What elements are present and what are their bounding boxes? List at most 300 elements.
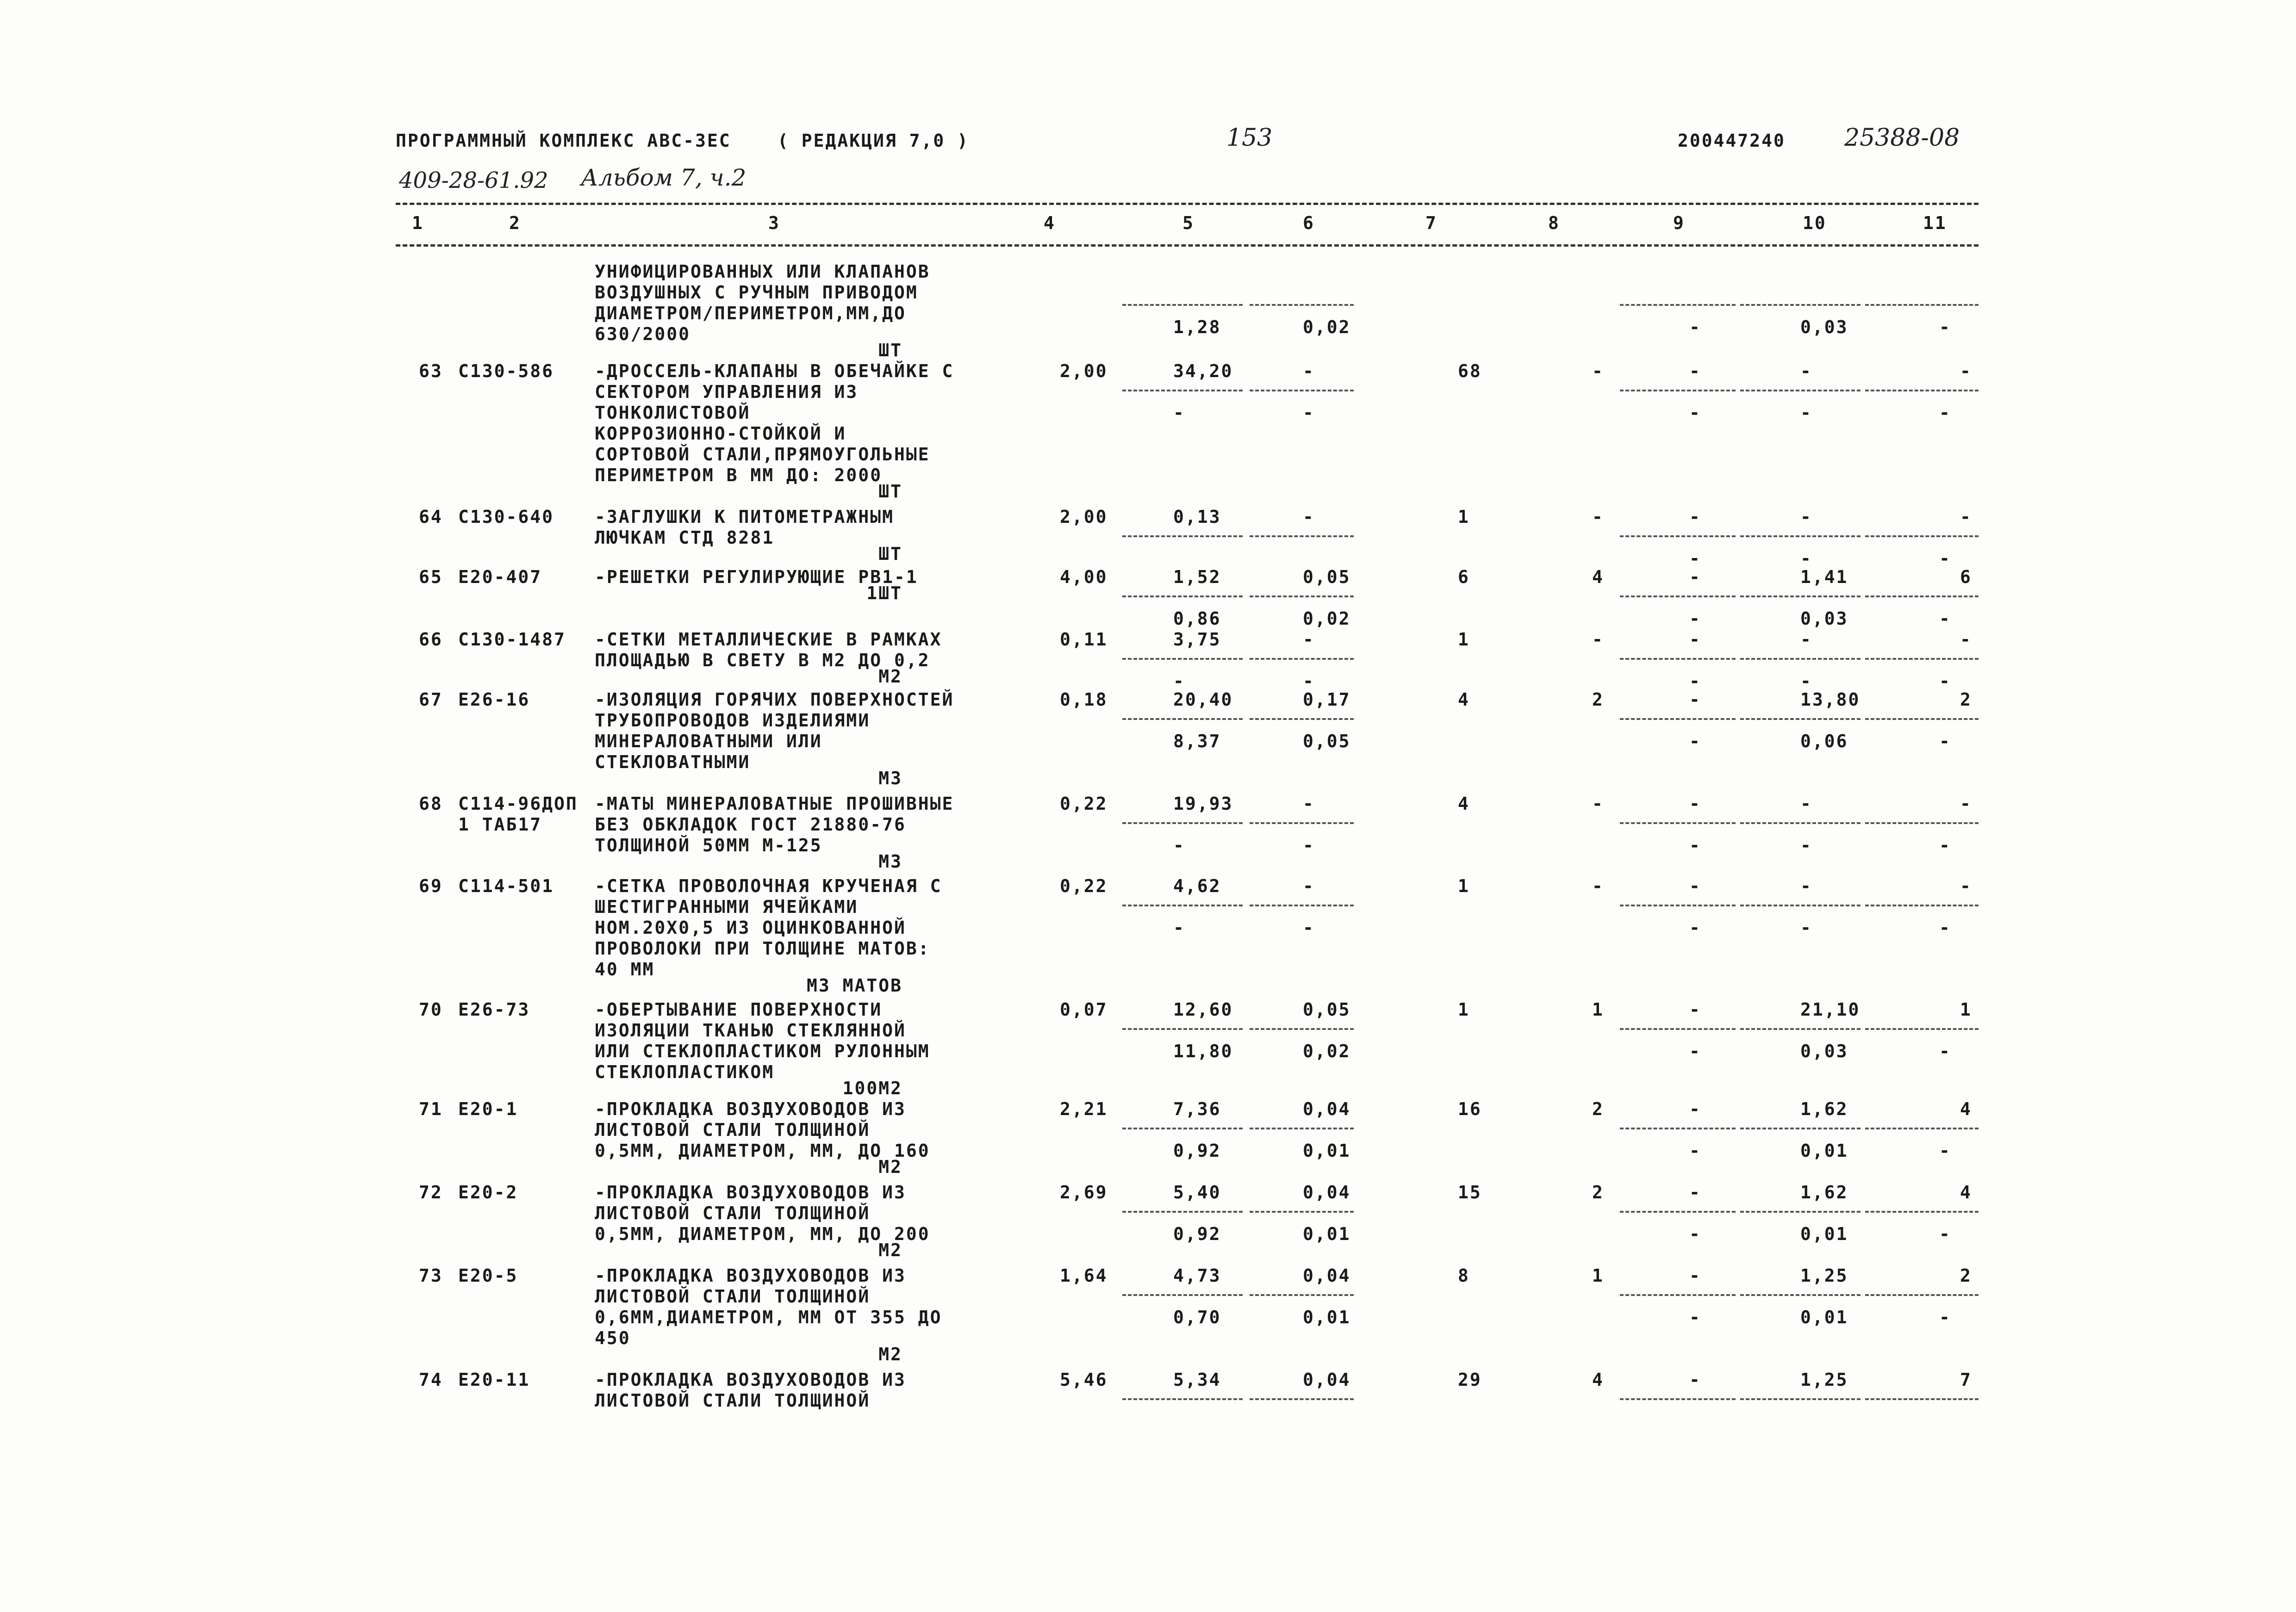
cell-col11-lower: - (1939, 317, 1951, 337)
value-separator (1865, 658, 1979, 660)
row-number: 74 (419, 1370, 443, 1390)
row-number: 68 (419, 794, 443, 814)
value-separator (1620, 658, 1736, 660)
cell-col11-upper: - (1960, 876, 1972, 896)
cell-col4: 5,46 (1060, 1370, 1108, 1390)
row-number: 70 (419, 999, 443, 1020)
cell-col8: 2 (1592, 1099, 1604, 1119)
row-unit: ШТ (878, 340, 902, 360)
cell-col9-lower: - (1689, 317, 1701, 337)
cell-col6-lower: 0,02 (1303, 608, 1351, 629)
column-header-9: 9 (1673, 213, 1685, 233)
cell-col11-upper: 2 (1960, 1265, 1972, 1286)
value-separator (1865, 390, 1979, 391)
value-separator (1122, 595, 1243, 597)
row-description: ДИАМЕТРОМ/ПЕРИМЕТРОМ,ММ,ДО (595, 303, 906, 323)
cell-col7: 1 (1458, 999, 1470, 1020)
cell-col4: 0,18 (1060, 689, 1108, 710)
value-separator (1740, 658, 1860, 660)
cell-col10-upper: - (1800, 361, 1812, 381)
value-separator (1122, 718, 1243, 720)
cell-col4: 0,22 (1060, 794, 1108, 814)
cell-col11-lower: - (1939, 835, 1951, 856)
row-number: 66 (419, 629, 443, 650)
cell-col10-lower: - (1800, 548, 1812, 569)
row-description: ТРУБОПРОВОДОВ ИЗДЕЛИЯМИ (595, 710, 871, 731)
cell-col6-lower: - (1303, 671, 1315, 691)
cell-col8: 4 (1592, 567, 1604, 587)
row-description: ИЛИ СТЕКЛОПЛАСТИКОМ РУЛОННЫМ (595, 1041, 930, 1061)
cell-col10-upper: - (1800, 507, 1812, 527)
value-separator (1122, 535, 1243, 537)
row-description: -ПРОКЛАДКА ВОЗДУХОВОДОВ ИЗ (595, 1370, 906, 1390)
value-separator (1740, 1211, 1860, 1213)
cell-col11-lower: - (1939, 608, 1951, 629)
row-description: 450 (595, 1328, 631, 1348)
row-description: -ОБЕРТЫВАНИЕ ПОВЕРХНОСТИ (595, 999, 883, 1020)
row-number: 64 (419, 507, 443, 527)
cell-col10-upper: 13,80 (1800, 689, 1860, 710)
value-separator (1250, 1294, 1354, 1296)
row-unit: М2 (878, 666, 902, 687)
row-number: 67 (419, 689, 443, 710)
cell-col5-lower: - (1173, 403, 1185, 423)
cell-col9-upper: - (1689, 1370, 1701, 1390)
cell-col11-upper: 7 (1960, 1370, 1972, 1390)
cell-col9-upper: - (1689, 999, 1701, 1020)
value-separator (1250, 905, 1354, 906)
cell-col9-lower: - (1689, 1041, 1701, 1061)
value-separator (1250, 535, 1354, 537)
row-description: -ПРОКЛАДКА ВОЗДУХОВОДОВ ИЗ (595, 1265, 906, 1286)
cell-col10-lower: - (1800, 918, 1812, 938)
row-code: С130-640 (458, 507, 554, 527)
row-description: СТЕКЛОПЛАСТИКОМ (595, 1062, 775, 1082)
cell-col9-upper: - (1689, 507, 1701, 527)
row-description: ЛИСТОВОЙ СТАЛИ ТОЛЩИНОЙ (595, 1203, 871, 1223)
value-separator (1865, 1211, 1979, 1213)
cell-col6-upper: 0,05 (1303, 567, 1351, 587)
cell-col5-lower: 1,28 (1173, 317, 1221, 337)
cell-col5-lower: 11,80 (1173, 1041, 1233, 1061)
value-separator (1740, 718, 1860, 720)
project-number: 409-28-61.92 (399, 167, 548, 193)
column-header-8: 8 (1548, 213, 1560, 233)
value-separator (1865, 304, 1979, 306)
cell-col5-upper: 0,13 (1173, 507, 1221, 527)
value-separator (1250, 595, 1354, 597)
cell-col11-upper: 2 (1960, 689, 1972, 710)
cell-col5-lower: 0,86 (1173, 608, 1221, 629)
row-description: -ЗАГЛУШКИ К ПИТОМЕТРАЖНЫМ (595, 507, 894, 527)
row-unit: М2 (878, 1240, 902, 1260)
cell-col5-upper: 7,36 (1173, 1099, 1221, 1119)
cell-col8: - (1592, 629, 1604, 650)
cell-col4: 0,22 (1060, 876, 1108, 896)
value-separator (1620, 535, 1736, 537)
value-separator (1620, 822, 1736, 824)
value-separator (1250, 1211, 1354, 1213)
cell-col6-upper: - (1303, 361, 1315, 381)
row-number: 71 (419, 1099, 443, 1119)
cell-col10-upper: 1,62 (1800, 1182, 1848, 1203)
row-unit: ШТ (878, 481, 902, 502)
cell-col8: - (1592, 876, 1604, 896)
cell-col6-lower: - (1303, 835, 1315, 856)
value-separator (1620, 390, 1736, 391)
cell-col5-upper: 4,62 (1173, 876, 1221, 896)
row-description: 0,6ММ,ДИАМЕТРОМ, ММ ОТ 355 ДО (595, 1307, 942, 1327)
value-separator (1620, 1398, 1736, 1400)
cell-col10-lower: 0,03 (1800, 317, 1848, 337)
column-header-5: 5 (1182, 213, 1195, 233)
cell-col6-lower: 0,02 (1303, 1041, 1351, 1061)
cell-col4: 2,21 (1060, 1099, 1108, 1119)
value-separator (1250, 718, 1354, 720)
value-separator (1122, 1294, 1243, 1296)
value-separator (1122, 1398, 1243, 1400)
column-header-2: 2 (509, 213, 521, 233)
row-number: 65 (419, 567, 443, 587)
row-unit: М3 (878, 851, 902, 872)
value-separator (1620, 595, 1736, 597)
row-description: ЛИСТОВОЙ СТАЛИ ТОЛЩИНОЙ (595, 1286, 871, 1307)
row-description: СТЕКЛОВАТНЫМИ (595, 752, 751, 772)
row-description: -СЕТКА ПРОВОЛОЧНАЯ КРУЧЕНАЯ С (595, 876, 942, 896)
cell-col7: 29 (1458, 1370, 1482, 1390)
cell-col10-lower: 0,03 (1800, 608, 1848, 629)
row-description: 0,5ММ, ДИАМЕТРОМ, ММ, ДО 160 (595, 1141, 930, 1161)
column-header-4: 4 (1044, 213, 1056, 233)
cell-col8: - (1592, 361, 1604, 381)
cell-col9-lower: - (1689, 671, 1701, 691)
cell-col11-lower: - (1939, 403, 1951, 423)
value-separator (1620, 1028, 1736, 1030)
row-description: 0,5ММ, ДИАМЕТРОМ, ММ, ДО 200 (595, 1224, 930, 1244)
row-description: -ПРОКЛАДКА ВОЗДУХОВОДОВ ИЗ (595, 1182, 906, 1203)
cell-col4: 0,11 (1060, 629, 1108, 650)
cell-col9-upper: - (1689, 629, 1701, 650)
cell-col7: 6 (1458, 567, 1470, 587)
cell-col10-lower: 0,01 (1800, 1141, 1848, 1161)
cell-col10-upper: - (1800, 629, 1812, 650)
value-separator (1740, 304, 1860, 306)
column-header-1: 1 (412, 213, 424, 233)
row-description: НОМ.20Х0,5 ИЗ ОЦИНКОВАННОЙ (595, 918, 906, 938)
cell-col9-lower: - (1689, 1307, 1701, 1327)
value-separator (1122, 658, 1243, 660)
row-description: ШЕСТИГРАННЫМИ ЯЧЕЙКАМИ (595, 897, 859, 917)
cell-col10-upper: - (1800, 876, 1812, 896)
value-separator (1865, 905, 1979, 906)
cell-col7: 68 (1458, 361, 1482, 381)
row-unit: М3 (878, 768, 902, 788)
cell-col5-lower: 0,92 (1173, 1141, 1221, 1161)
value-separator (1740, 1128, 1860, 1129)
value-separator (1250, 658, 1354, 660)
cell-col7: 16 (1458, 1099, 1482, 1119)
cell-col8: 1 (1592, 1265, 1604, 1286)
cell-col5-upper: 5,34 (1173, 1370, 1221, 1390)
cell-col9-upper: - (1689, 689, 1701, 710)
column-header-10: 10 (1803, 213, 1827, 233)
cell-col5-lower: - (1173, 918, 1185, 938)
cell-col5-upper: 3,75 (1173, 629, 1221, 650)
cell-col10-upper: 1,25 (1800, 1265, 1848, 1286)
cell-col9-upper: - (1689, 567, 1701, 587)
cell-col11-upper: - (1960, 507, 1972, 527)
value-separator (1865, 1028, 1979, 1030)
value-separator (1620, 1211, 1736, 1213)
row-unit: М3 МАТОВ (806, 975, 902, 996)
value-separator (1865, 718, 1979, 720)
row-description: 40 ММ (595, 959, 655, 980)
row-code: Е26-16 (458, 689, 530, 710)
table-header-rule (396, 244, 1979, 247)
cell-col9-upper: - (1689, 794, 1701, 814)
cell-col10-lower: 0,06 (1800, 731, 1848, 751)
row-code: С130-1487 (458, 629, 566, 650)
cell-col11-upper: 4 (1960, 1099, 1972, 1119)
cell-col6-lower: 0,05 (1303, 731, 1351, 751)
cell-col6-upper: 0,04 (1303, 1182, 1351, 1203)
column-header-11: 11 (1923, 213, 1947, 233)
cell-col4: 2,00 (1060, 361, 1108, 381)
cell-col4: 0,07 (1060, 999, 1108, 1020)
cell-col11-upper: - (1960, 361, 1972, 381)
row-code: Е20-5 (458, 1265, 518, 1286)
value-separator (1122, 304, 1243, 306)
row-code: Е26-73 (458, 999, 530, 1020)
value-separator (1620, 905, 1736, 906)
value-separator (1122, 1211, 1243, 1213)
cell-col9-lower: - (1689, 608, 1701, 629)
cell-col8: 2 (1592, 1182, 1604, 1203)
cell-col11-lower: - (1939, 1141, 1951, 1161)
cell-col5-upper: 4,73 (1173, 1265, 1221, 1286)
cell-col8: 2 (1592, 689, 1604, 710)
cell-col6-lower: 0,01 (1303, 1307, 1351, 1327)
cell-col11-upper: - (1960, 629, 1972, 650)
cell-col7: 1 (1458, 507, 1470, 527)
cell-col5-lower: 0,92 (1173, 1224, 1221, 1244)
row-description: ЛИСТОВОЙ СТАЛИ ТОЛЩИНОЙ (595, 1120, 871, 1140)
cell-col6-lower: 0,02 (1303, 317, 1351, 337)
row-description: ТОЛЩИНОЙ 50ММ М-125 (595, 835, 822, 856)
value-separator (1865, 535, 1979, 537)
value-separator (1250, 1028, 1354, 1030)
row-code: Е20-407 (458, 567, 542, 587)
row-unit: ШТ (878, 544, 902, 564)
cell-col9-lower: - (1689, 1141, 1701, 1161)
cell-col5-lower: 8,37 (1173, 731, 1221, 751)
column-header-6: 6 (1303, 213, 1315, 233)
cell-col9-upper: - (1689, 1182, 1701, 1203)
row-description: ТОНКОЛИСТОВОЙ (595, 403, 751, 423)
cell-col9-upper: - (1689, 1099, 1701, 1119)
cell-col4: 1,64 (1060, 1265, 1108, 1286)
column-header-3: 3 (768, 213, 780, 233)
row-code: С130-586 (458, 361, 554, 381)
value-separator (1122, 1128, 1243, 1129)
value-separator (1122, 1028, 1243, 1030)
value-separator (1740, 535, 1860, 537)
row-description: ПЕРИМЕТРОМ В ММ ДО: 2000 (595, 465, 883, 485)
row-description: 630/2000 (595, 324, 691, 344)
cell-col5-upper: 1,52 (1173, 567, 1221, 587)
cell-col5-upper: 19,93 (1173, 794, 1233, 814)
cell-col11-upper: 1 (1960, 999, 1972, 1020)
cell-col11-upper: 4 (1960, 1182, 1972, 1203)
row-unit: М2 (878, 1157, 902, 1177)
cell-col9-lower: - (1689, 548, 1701, 569)
cell-col9-lower: - (1689, 1224, 1701, 1244)
row-unit: М2 (878, 1344, 902, 1364)
cell-col9-upper: - (1689, 876, 1701, 896)
cell-col7: 4 (1458, 794, 1470, 814)
value-separator (1740, 905, 1860, 906)
cell-col9-lower: - (1689, 731, 1701, 751)
row-code: Е20-1 (458, 1099, 518, 1119)
cell-col5-lower: - (1173, 671, 1185, 691)
cell-col8: - (1592, 507, 1604, 527)
cell-col6-upper: - (1303, 794, 1315, 814)
album-label: Альбом 7, ч.2 (581, 164, 747, 191)
cell-col6-upper: 0,17 (1303, 689, 1351, 710)
cell-col5-upper: 34,20 (1173, 361, 1233, 381)
cell-col9-lower: - (1689, 918, 1701, 938)
row-description: -ПРОКЛАДКА ВОЗДУХОВОДОВ ИЗ (595, 1099, 906, 1119)
cell-col11-lower: - (1939, 918, 1951, 938)
cell-col8: 1 (1592, 999, 1604, 1020)
row-description: МИНЕРАЛОВАТНЫМИ ИЛИ (595, 731, 822, 751)
value-separator (1250, 1128, 1354, 1129)
cell-col10-upper: 1,62 (1800, 1099, 1848, 1119)
cell-col10-lower: 0,03 (1800, 1041, 1848, 1061)
value-separator (1865, 1398, 1979, 1400)
value-separator (1620, 1128, 1736, 1129)
row-description: ПРОВОЛОКИ ПРИ ТОЛЩИНЕ МАТОВ: (595, 938, 930, 959)
cell-col10-lower: - (1800, 835, 1812, 856)
row-code: С114-501 (458, 876, 554, 896)
cell-col7: 4 (1458, 689, 1470, 710)
table-top-rule (396, 203, 1979, 205)
cell-col5-lower: - (1173, 835, 1185, 856)
value-separator (1620, 718, 1736, 720)
value-separator (1122, 390, 1243, 391)
doc-code: 200447240 (1678, 130, 1786, 151)
row-description: ВОЗДУШНЫХ С РУЧНЫМ ПРИВОДОМ (595, 282, 918, 303)
cell-col6-lower: 0,01 (1303, 1224, 1351, 1244)
cell-col6-upper: 0,05 (1303, 999, 1351, 1020)
cell-col4: 4,00 (1060, 567, 1108, 587)
cell-col7: 1 (1458, 629, 1470, 650)
row-description: СОРТОВОЙ СТАЛИ,ПРЯМОУГОЛЬНЫЕ (595, 444, 930, 465)
program-title: ПРОГРАММНЫЙ КОМПЛЕКС АВС-ЗЕС (396, 130, 731, 151)
value-separator (1740, 1028, 1860, 1030)
cell-col6-upper: - (1303, 507, 1315, 527)
cell-col7: 8 (1458, 1265, 1470, 1286)
value-separator (1740, 1294, 1860, 1296)
cell-col6-upper: 0,04 (1303, 1099, 1351, 1119)
row-description: БЕЗ ОБКЛАДОК ГОСТ 21880-76 (595, 814, 906, 835)
row-number: 72 (419, 1182, 443, 1203)
cell-col5-upper: 5,40 (1173, 1182, 1221, 1203)
row-number: 69 (419, 876, 443, 896)
cell-col10-upper: 21,10 (1800, 999, 1860, 1020)
value-separator (1620, 1294, 1736, 1296)
cell-col11-lower: - (1939, 1307, 1951, 1327)
cell-col10-lower: 0,01 (1800, 1224, 1848, 1244)
cell-col6-upper: - (1303, 876, 1315, 896)
value-separator (1122, 822, 1243, 824)
row-code: Е20-2 (458, 1182, 518, 1203)
cell-col11-lower: - (1939, 731, 1951, 751)
row-description: УНИФИЦИРОВАННЫХ ИЛИ КЛАПАНОВ (595, 261, 930, 282)
row-number: 73 (419, 1265, 443, 1286)
cell-col7: 15 (1458, 1182, 1482, 1203)
row-code: Е20-11 (458, 1370, 530, 1390)
row-description: -ИЗОЛЯЦИЯ ГОРЯЧИХ ПОВЕРХНОСТЕЙ (595, 689, 954, 710)
value-separator (1865, 1294, 1979, 1296)
page-number: 153 (1226, 124, 1273, 152)
cell-col6-lower: - (1303, 403, 1315, 423)
value-separator (1740, 822, 1860, 824)
value-separator (1250, 822, 1354, 824)
cell-col9-lower: - (1689, 835, 1701, 856)
row-number: 63 (419, 361, 443, 381)
row-code: С114-96ДОП (458, 794, 578, 814)
handwritten-code: 25388-08 (1844, 124, 1960, 152)
row-description: -МАТЫ МИНЕРАЛОВАТНЫЕ ПРОШИВНЫЕ (595, 794, 954, 814)
cell-col6-upper: 0,04 (1303, 1265, 1351, 1286)
cell-col10-upper: 1,41 (1800, 567, 1848, 587)
cell-col10-lower: - (1800, 403, 1812, 423)
row-description: СЕКТОРОМ УПРАВЛЕНИЯ ИЗ (595, 382, 859, 402)
value-separator (1740, 1398, 1860, 1400)
cell-col5-lower: 0,70 (1173, 1307, 1221, 1327)
cell-col5-upper: 12,60 (1173, 999, 1233, 1020)
value-separator (1250, 1398, 1354, 1400)
row-description: -РЕШЕТКИ РЕГУЛИРУЮЩИЕ РВ1-1 (595, 567, 918, 587)
value-separator (1740, 595, 1860, 597)
cell-col6-lower: - (1303, 918, 1315, 938)
cell-col11-lower: - (1939, 1041, 1951, 1061)
cell-col11-lower: - (1939, 1224, 1951, 1244)
row-description: ЛИСТОВОЙ СТАЛИ ТОЛЩИНОЙ (595, 1390, 871, 1411)
row-unit: 1ШТ (866, 583, 902, 603)
row-description: -ДРОССЕЛЬ-КЛАПАНЫ В ОБЕЧАЙКЕ С (595, 361, 954, 381)
value-separator (1865, 822, 1979, 824)
cell-col9-upper: - (1689, 361, 1701, 381)
cell-col8: 4 (1592, 1370, 1604, 1390)
cell-col10-lower: - (1800, 671, 1812, 691)
value-separator (1250, 304, 1354, 306)
cell-col10-upper: 1,25 (1800, 1370, 1848, 1390)
cell-col4: 2,00 (1060, 507, 1108, 527)
value-separator (1740, 390, 1860, 391)
cell-col11-lower: - (1939, 671, 1951, 691)
value-separator (1865, 1128, 1979, 1129)
value-separator (1250, 390, 1354, 391)
cell-col8: - (1592, 794, 1604, 814)
cell-col9-lower: - (1689, 403, 1701, 423)
value-separator (1620, 304, 1736, 306)
row-description: КОРРОЗИОННО-СТОЙКОЙ И (595, 423, 846, 444)
cell-col9-upper: - (1689, 1265, 1701, 1286)
cell-col6-upper: 0,04 (1303, 1370, 1351, 1390)
cell-col11-upper: - (1960, 794, 1972, 814)
